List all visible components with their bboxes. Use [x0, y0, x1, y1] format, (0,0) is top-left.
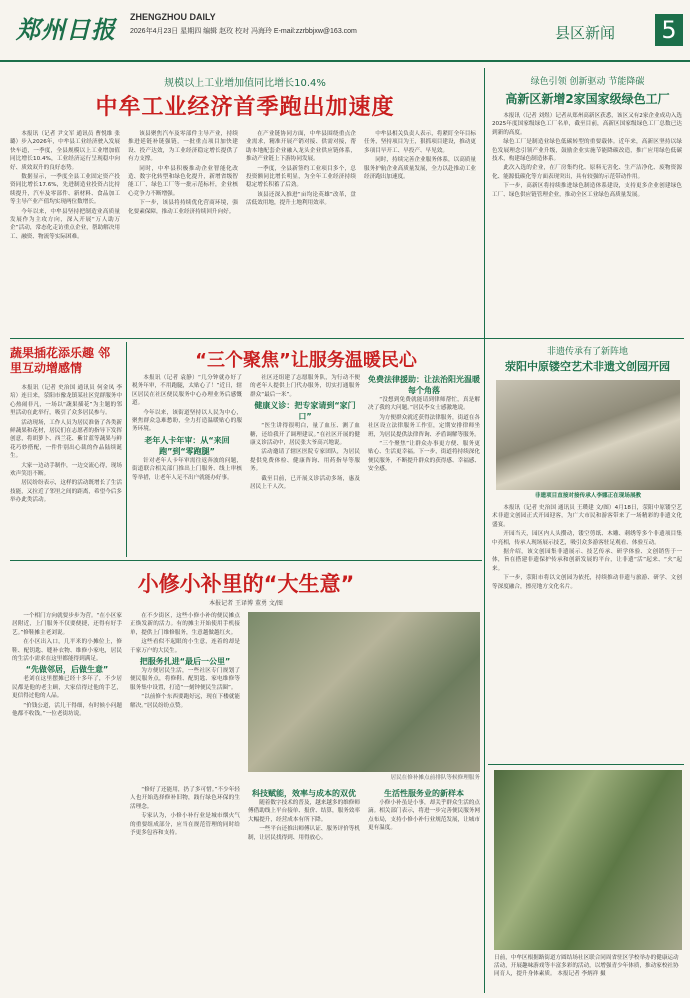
- paragraph: 此次入选的企业，在厂房集约化、原料无害化、生产洁净化、废物资源化、能源低碳化等方面表现突出，具有较强的示范带动作用。: [492, 165, 682, 180]
- paragraph: 今年以来，该街道坚持以人民为中心，聚焦群众急难愁盼，全力打造温暖贴心的服务环境。: [132, 409, 242, 433]
- paragraph: 社区还组建了志愿服务队，为行动不便的老年人提供上门代办服务，切实打通服务群众“最后一米”。: [250, 375, 360, 398]
- section-divider: [10, 560, 482, 561]
- story4-subhead-1: 老年人卡年审：从“来回跑”到“零跑腿”: [144, 435, 230, 456]
- story6-subhead-3: 科技赋能，效率与成本的双优: [252, 789, 356, 798]
- story6-column-5: [368, 788, 480, 992]
- story4-column-2: [250, 374, 360, 554]
- story2-headline: 高新区新增2家国家级绿色工厂: [505, 92, 670, 106]
- page-number: 5: [655, 14, 683, 46]
- story4-column-3: [368, 374, 480, 554]
- story3-body: [10, 384, 122, 554]
- paragraph: 这些看似不起眼的小生意，连着的却是千家万户的大民生。: [130, 639, 240, 654]
- paragraph: 下一步，荥阳市将以文创园为依托，持续推动非遗与旅游、研学、文创等深度融合，擦亮地方文化名片。: [492, 575, 682, 590]
- section-divider: [10, 338, 684, 339]
- paragraph: “没想到免费就能请到律师帮忙，真是解决了我的大问题。”居民李女士感激地说。: [368, 397, 480, 412]
- story2-kicker: 绿色引领 创新驱动 节能降碳: [530, 77, 645, 87]
- story6-column-3: [130, 786, 240, 992]
- story4-column-1: [132, 374, 242, 554]
- story1-headline: 中牟工业经济首季跑出加速度: [95, 95, 395, 120]
- story5-photo-caption: 非遗项目直接对接传承人李娜正在现场展教: [534, 493, 642, 499]
- paragraph: 下一步，该县将持续优化营商环境，强化要素保障，推动工业经济持续回升向好。: [128, 200, 238, 215]
- paragraph: 居民纷纷表示，这样的活动既增长了生活技能，又拉近了邻里之间的距离，希望今后多举办此类活动。: [10, 480, 122, 504]
- paragraph: 截至目前，已开展义诊活动多场，惠及居民上千人次。: [250, 475, 360, 491]
- paragraph: 本报讯（记者 刘煜）记者从郑州高新区获悉，该区又有2家企业成功入选2025年度国家级绿色工厂名单，截至目前，高新区国家级绿色工厂总数已达到新的高度。: [492, 113, 682, 136]
- paragraph: 为方便居民生活，一些社区专门规划了便民服务点，将修鞋、配钥匙、家电维修等服务集中设置，打造“一刻钟便民生活圈”。: [130, 668, 240, 691]
- newspaper-logo: 郑州日报: [16, 15, 116, 44]
- paragraph: 本报讯（记者 尹文军 通讯员 曹悦维 张璐）步入2026年，中牟县工业经济驶入发展快车道，一季度，全县规模以上工业增加值同比增长10.4%，工业经济运行呈现稳中向好、质效双升的良好态势。: [10, 131, 120, 171]
- paragraph: 该县聚焦汽车及零部件主导产业，持续推进延链补链强链，一批重点项目加快建设、投产达效，为工业经济稳定增长提供了有力支撑。: [128, 131, 238, 163]
- paragraph: 本报讯（记者 史治国 通讯员 王瓒建 文/图）4月18日，荥阳中原镂空艺术非遗文创园正式开园迎客，为广大市民和游客带来了一场精彩的非遗文化盛宴。: [492, 505, 682, 528]
- masthead: [0, 0, 690, 62]
- story6-subhead-4: 生活性服务业的新样本: [384, 789, 464, 798]
- heritage-photo: [496, 380, 680, 490]
- story6-column-4: [248, 788, 360, 992]
- story6-column-2: [130, 612, 240, 812]
- story4-headline: “三个聚焦”让服务温暖民心: [195, 350, 417, 371]
- story1-column-3: [246, 130, 356, 320]
- paragraph: “价钱公道，活儿干得细，有时候小问题他都不收钱。”一位老街坊说。: [12, 702, 122, 718]
- paragraph: 为方便群众就近获得法律服务，街道在各社区设立法律服务工作室，定期安排律师坐班，为居民提供法律咨询、矛盾调解等服务。: [368, 414, 480, 438]
- paragraph: 老刘在这里摆摊已经十多年了，不少居民都是他的老主顾，大家信得过他的手艺，更信得过他的人品。: [12, 676, 122, 700]
- section-divider: [488, 764, 684, 765]
- story5-kicker: 非遗传承有了新阵地: [546, 347, 628, 357]
- story4-subhead-3: 免费法律援助：让法治阳光温暖每个角落: [368, 375, 480, 395]
- paragraph: 绿色工厂是制造业绿色低碳转型的重要载体。近年来，高新区坚持以绿色发展理念引领产业升级，鼓励企业实施节能降碳改造，推广应用绿色低碳技术，构建绿色制造体系。: [492, 139, 682, 163]
- story6-byline: 本报记者 王译博 董勇 文/图: [209, 600, 283, 607]
- story4-subhead-2: 健康义诊：把专家请到“家门口”: [254, 401, 356, 422]
- story5-headline: 荥阳中原镂空艺术非遗文创园开园: [505, 360, 670, 373]
- section-name: 县区新闻: [555, 24, 616, 42]
- paragraph: 活动邀请了辖区医院专家团队，为居民提供免费体检、健康咨询、用药指导等服务。: [250, 449, 360, 473]
- date-line: 2026年4月23日 星期四 编辑 赵玫 校对 冯海玲 E-mail:zzrbbjxw@163.com: [130, 28, 357, 35]
- paragraph: 开园当天，园区内人头攒动，镂空剪纸、木雕、刺绣等多个非遗项目集中亮相，传承人现场展示技艺，吸引众多游客驻足观看、体验互动。: [492, 531, 682, 546]
- story6-photo-caption: 居民在修补摊点前排队等候修理服务: [390, 775, 480, 781]
- paragraph: “以前修个东西要跑好远，现在下楼就能解决。”居民纷纷点赞。: [130, 694, 240, 709]
- paragraph: 一个相门方向就要步步为营。“在小区家居附近，上门服务不仅要便捷，还得有好手艺。”修鞋摊主老刘说。: [12, 613, 122, 636]
- story1-kicker: 规模以上工业增加值同比增长10.4%: [164, 78, 326, 89]
- story1-column-2: [128, 130, 238, 320]
- paragraph: 在产业链协同方面，中牟县围绕重点企业需求，精准开展产销对接、供需对接，帮助本地配套企业融入龙头企业供应链体系，推动产业链上下游协同发展。: [246, 131, 356, 163]
- paragraph: 在不少街区，这些小修小补的便民摊点正焕发新的活力。有的摊主开始使用手机接单，提供上门维修服务，生意越做越红火。: [130, 613, 240, 636]
- paragraph: 今年以来，中牟县坚持把制造业高质量发展作为主攻方向，深入开展“万人助万企”活动，常态化走访重点企业，帮助解决用工、融资、物流等实际困难。: [10, 208, 120, 240]
- paragraph: “三个聚焦”让群众办事更方便、服务更贴心、生活更幸福。下一步，街道将持续深化便民服务，不断提升群众的获得感、幸福感、安全感。: [368, 441, 480, 473]
- paragraph: 该县还深入推进“亩均论英雄”改革，盘活低效用地，提升土地利用效率。: [246, 191, 356, 207]
- paragraph: 数据显示，一季度全县工业固定资产投资同比增长17.6%，先进制造业投资占比持续提升，汽车及零部件、新材料、食品加工等主导产业产值均实现两位数增长。: [10, 174, 120, 206]
- paragraph: 专家认为，小修小补行业是城市烟火气的重要组成部分，应当在规范管理的同时给予更多包容和支持。: [130, 813, 240, 837]
- paragraph: 中牟县相关负责人表示，将紧盯全年目标任务，坚持项目为王，狠抓项目建设，推动更多项目早开工、早投产、早见效。: [364, 131, 476, 154]
- newspaper-name-en: ZHENGZHOU DAILY: [130, 12, 216, 22]
- column-divider: [484, 68, 485, 993]
- story1-column-4: [364, 130, 476, 320]
- paragraph: 下一步，高新区将持续推进绿色制造体系建设，支持更多企业创建绿色工厂、绿色供应链管理企业，推动全区工业绿色高质量发展。: [492, 183, 682, 198]
- paragraph: 同时，中牟县积极推动企业智能化改造、数字化转型和绿色化提升，新增省级智能工厂、绿色工厂等一批示范标杆，企业核心竞争力不断增强。: [128, 165, 238, 197]
- story2-body: [492, 112, 682, 332]
- paragraph: 在小区出入口，几平米的小摊位上，修鞋、配钥匙、缝补衣物、维修小家电，居民的生活小需求在这里都能得到满足。: [12, 639, 122, 663]
- story6-headline: 小修小补里的“大生意”: [137, 572, 355, 596]
- story6-column-1: [12, 612, 122, 992]
- story5-body: [492, 504, 682, 759]
- paragraph: 同时，持续完善企业服务体系，以高质量服务护航企业高质量发展，全力以赴推动工业经济跑出加速度。: [364, 157, 476, 181]
- paragraph: 活动现场，工作人员为居民准备了各类新鲜蔬果和花材，居民们在志愿者的指导下发挥创意，将胡萝卜、西兰花、紫甘蓝等蔬果与鲜花巧妙搭配，一件件别出心裁的作品陆续诞生。: [10, 419, 122, 460]
- paragraph: 据介绍，该文创园集非遗展示、技艺传承、研学体验、文创销售于一体，旨在搭建非遗保护传承和创新发展的平台，让非遗“活”起来、“火”起来。: [492, 549, 682, 572]
- paragraph: 小修小补虽是小事，却关乎群众生活的点滴。相关部门表示，将进一步完善便民服务网点布局，支持小修小补行业规范发展，让城市更有温度。: [368, 800, 480, 832]
- paragraph: “医生讲得很明白，量了血压、测了血糖，还给我开了调理建议。”在社区开展的健康义诊活动中，居民张大爷高兴地说。: [250, 423, 360, 447]
- paragraph: 大家一边动手制作，一边交流心得，现场欢声笑语不断。: [10, 462, 122, 478]
- sports-event-photo: [494, 770, 682, 950]
- paragraph: 随着数字技术的普及，越来越多的维修师傅借助线上平台接单、报价、结算，服务效率大幅提升，经营成本有所下降。: [248, 800, 360, 823]
- paragraph: “修好了还能用，扔了多可惜。”不少年轻人也开始选择修补旧物，践行绿色环保的生活理念。: [130, 787, 240, 810]
- paragraph: 本报讯（记者 史治国 通讯员 何金凤 李培）连日来，荥阳市豫龙镇某社区党群服务中心热闹非凡，一场以“蔬果插花”为主题的邻里活动在此举行，吸引了众多居民参与。: [10, 385, 122, 417]
- story7-photo-caption: 日前，中牟区根据路街道方圆结场社区联合同周省驻区学校举办的健康运动活动，开展趣味游戏等丰富多彩的活动，以增强青少年体质，推动家校社协同育人，提升身体素质。 本报记者 李炳祥 摄: [494, 955, 679, 977]
- story6-subhead-1: “先做邻居，后做生意”: [25, 665, 109, 675]
- story3-headline: 蔬果插花添乐趣 邻里互动增感情: [10, 346, 111, 375]
- column-divider: [126, 342, 127, 557]
- paragraph: 针对老年人卡年审需往返奔波的问题，街道联合相关部门推出上门服务、线上审核等举措，让老年人足不出户就能办好事。: [132, 457, 242, 481]
- paragraph: 一季度，全县新签约工业项目多个，总投资额同比增长明显，为全年工业经济持续稳定增长积蓄了后劲。: [246, 165, 356, 189]
- paragraph: 本报讯（记者 袁静）“几分钟就办好了税务年审，不用跑腿，太贴心了！”近日，辖区居民在社区便民服务中心办理业务后感慨道。: [132, 375, 242, 407]
- paragraph: 一些平台还推出师傅认证、服务评价等机制，让居民找得到、用得放心。: [248, 826, 360, 841]
- repair-stall-photo: [248, 612, 480, 772]
- story6-subhead-2: 把服务扎进“最后一公里”: [139, 657, 231, 667]
- story1-column-1: [10, 130, 120, 320]
